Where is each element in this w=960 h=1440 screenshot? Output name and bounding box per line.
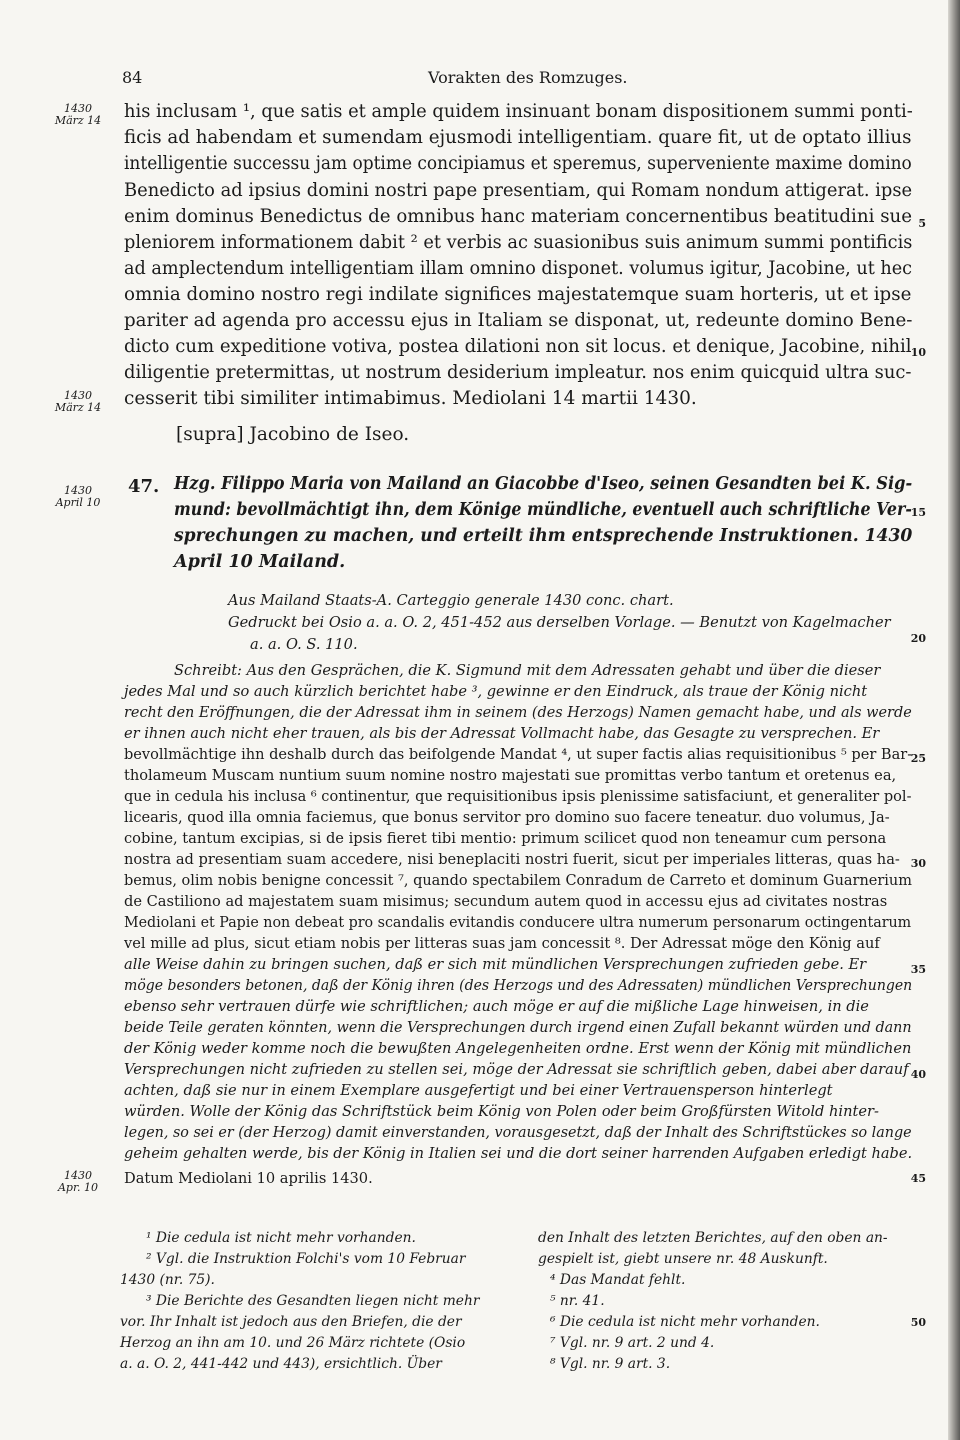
footnote: a. a. O. 2, 441-442 und 443), ersichtlich. Über bbox=[120, 1356, 442, 1372]
text-line: intelligentie successu jam optime concipiamus et speremus, superveniente maxime domino bbox=[124, 153, 912, 174]
body-line: alle Weise dahin zu bringen suchen, daß er sich mit mündlichen Versprechungen zufrieden gebe. Er bbox=[124, 956, 867, 973]
text-line: ficis ad habendam et sumendam ejusmodi intelligentiam. quare fit, ut de optato illius bbox=[124, 127, 912, 148]
text-line: cesserit tibi similiter intimabimus. Mediolani 14 martii 1430. bbox=[124, 388, 697, 409]
body-line: möge besonders betonen, daß der König ihren (des Herzogs und des Adressaten) mündlichen Versprechungen bbox=[124, 977, 913, 994]
line-number: 30 bbox=[910, 857, 926, 870]
running-title: Vorakten des Romzuges. bbox=[428, 68, 628, 87]
text-line: pleniorem informationem dabit ² et verbis ac suasionibus suis animum summi pontificis bbox=[124, 232, 913, 253]
body-line: bemus, olim nobis benigne concessit ⁷, quando spectabilem Conradum de Carreto et dominum Guarnerium bbox=[124, 872, 912, 889]
margin-date bbox=[54, 390, 102, 414]
footnote: ² Vgl. die Instruktion Folchi's vom 10 Februar bbox=[146, 1251, 466, 1267]
document-number: 47. bbox=[128, 476, 160, 497]
text-line: ad amplectendum intelligentiam illam omnino disponet. volumus igitur, Jacobine, ut hec bbox=[124, 258, 913, 279]
margin-month: März 14 bbox=[54, 114, 102, 127]
margin-month: März 14 bbox=[54, 401, 102, 414]
body-line: Mediolani et Papie non debeat pro scandalis evitandis conducere ultra numerum personarum octingentarum bbox=[124, 914, 912, 931]
body-line: er ihnen auch nicht eher trauen, als bis der Adressat Vollmacht habe, das Gesagte zu versprechen. Er bbox=[124, 725, 880, 742]
body-line: geheim gehalten werde, bis der König in Italien sei und die dort seiner harrenden Aufgaben erledigt habe. bbox=[124, 1145, 913, 1162]
doc-title-line: Hzg. Filippo Maria von Mailand an Giacobbe d'Iseo, seinen Gesandten bei K. Sig- bbox=[174, 474, 913, 494]
line-number: 50 bbox=[910, 1316, 926, 1329]
line-number: 40 bbox=[910, 1068, 926, 1081]
body-line: recht den Eröffnungen, die der Adressat ihm in seinem (des Herzogs) Namen gemacht habe, und als werde bbox=[124, 704, 912, 721]
line-number: 45 bbox=[910, 1172, 926, 1185]
doc-title-line: sprechungen zu machen, und erteilt ihm entsprechende Instruktionen. 1430 bbox=[174, 526, 913, 546]
margin-year: 1430 bbox=[64, 484, 92, 497]
body-line: de Castiliono ad majestatem suam misimus; secundum autem quod in accessu ejus ad civitates nostras bbox=[124, 893, 888, 910]
footnote: ⁵ nr. 41. bbox=[550, 1293, 605, 1309]
text-line: diligentie pretermittas, ut nostrum desiderium impleatur. nos enim quicquid ultra suc- bbox=[124, 362, 912, 383]
footnote: ¹ Die cedula ist nicht mehr vorhanden. bbox=[146, 1230, 416, 1246]
source-line: a. a. O. S. 110. bbox=[250, 636, 358, 653]
body-line: vel mille ad plus, sicut etiam nobis per litteras suas jam concessit ⁸. Der Adressat möge den König auf bbox=[124, 935, 880, 952]
body-line: jedes Mal und so auch kürzlich berichtet habe ³, gewinne er den Eindruck, als traue der König nicht bbox=[124, 683, 868, 700]
margin-year: 1430 bbox=[64, 389, 92, 402]
footnote: ⁴ Das Mandat fehlt. bbox=[550, 1272, 686, 1288]
body-line: tholameum Muscam nuntium suum nomine nostro majestati sue promittas verbo tantum et oretenus ea, bbox=[124, 767, 897, 784]
line-number: 35 bbox=[910, 963, 926, 976]
source-line: Aus Mailand Staats-A. Carteggio generale 1430 conc. chart. bbox=[228, 592, 674, 609]
page-edge-shadow bbox=[948, 0, 960, 1440]
body-line: bevollmächtige ihn deshalb durch das beifolgende Mandat ⁴, ut super factis alias requisitionibus ⁵ per Bar- bbox=[124, 746, 913, 763]
body-line: beide Teile geraten könnten, wenn die Versprechungen durch irgend einen Zufall bekannt würden und dann bbox=[124, 1019, 912, 1036]
doc-title-line: mund: bevollmächtigt ihn, dem Könige mündliche, eventuell auch schriftliche Ver- bbox=[174, 500, 912, 520]
margin-year: 1430 bbox=[64, 1169, 92, 1182]
page-number: 84 bbox=[122, 68, 143, 87]
body-line: würden. Wolle der König das Schriftstück beim König von Polen oder beim Großfürsten Witold hinter- bbox=[124, 1103, 879, 1120]
footnote: Herzog an ihn am 10. und 26 März richtete (Osio bbox=[120, 1335, 466, 1351]
text-line: Benedicto ad ipsius domini nostri pape presentiam, qui Romam nondum attigerat. ipse bbox=[124, 180, 913, 201]
text-line: dicto cum expeditione votiva, postea dilationi non sit locus. et denique, Jacobine, nihil bbox=[124, 336, 912, 357]
footnote: den Inhalt des letzten Berichtes, auf den oben an- bbox=[538, 1230, 888, 1246]
footnote: ⁶ Die cedula ist nicht mehr vorhanden. bbox=[550, 1314, 820, 1330]
margin-month: Apr. 10 bbox=[57, 1181, 99, 1194]
body-line: achten, daß sie nur in einem Exemplare ausgefertigt und bei einer Vertrauensperson hinterlegt bbox=[124, 1082, 833, 1099]
margin-date bbox=[54, 103, 102, 127]
line-number: 20 bbox=[910, 632, 926, 645]
line-number: 5 bbox=[918, 217, 926, 230]
body-line: Versprechungen nicht zufrieden zu stellen sei, möge der Adressat sie schriftlich geben, dabei aber darauf bbox=[124, 1061, 909, 1078]
footnotes-right bbox=[538, 1228, 918, 1375]
body-line: licearis, quod illa omnia faciemus, que bonus servitor pro domino suo facere teneatur. duo volumus, Ja- bbox=[124, 809, 890, 826]
margin-year: 1430 bbox=[64, 102, 92, 115]
margin-date bbox=[54, 485, 102, 509]
body-line: legen, so sei er (der Herzog) damit einverstanden, vorausgesetzt, daß der Inhalt des Schriftstückes so lange bbox=[124, 1124, 912, 1141]
body-line: ebenso sehr vertrauen dürfe wie schriftlichen; auch möge er auf die mißliche Lage hinweisen, in die bbox=[124, 998, 869, 1015]
line-number: 10 bbox=[910, 346, 926, 359]
text-line: his inclusam ¹, que satis et ample quidem insinuant bonam dispositionem summi ponti- bbox=[124, 101, 913, 122]
text-line: pariter ad agenda pro accessu ejus in Italiam se disponat, ut, redeunte domino Bene- bbox=[124, 310, 913, 331]
body-line: cobine, tantum excipias, si de ipsis fieret tibi mentio: primum scilicet quod non teneamur cum persona bbox=[124, 830, 887, 847]
text-line: enim dominus Benedictus de omnibus hanc materiam concernentibus beatitudini sue bbox=[124, 206, 913, 227]
doc-title-line: April 10 Mailand. bbox=[174, 552, 346, 572]
dating-line: Datum Mediolani 10 aprilis 1430. bbox=[124, 1170, 373, 1187]
footnote: gespielt ist, giebt unsere nr. 48 Auskunft. bbox=[538, 1251, 828, 1267]
body-line: der König weder komme noch die bewußten Angelegenheiten ordne. Erst wenn der König mit mündlichen bbox=[124, 1040, 912, 1057]
body-line: nostra ad presentiam suam accedere, nisi beneplaciti nostri fuerit, sicut per imperiales litteras, quas ha- bbox=[124, 851, 900, 868]
address-line: [supra] Jacobino de Iseo. bbox=[176, 424, 410, 445]
source-line: Gedruckt bei Osio a. a. O. 2, 451-452 aus derselben Vorlage. — Benutzt von Kagelmacher bbox=[228, 614, 891, 631]
footnote: ³ Die Berichte des Gesandten liegen nicht mehr bbox=[146, 1293, 480, 1309]
footnote: ⁸ Vgl. nr. 9 art. 3. bbox=[550, 1356, 671, 1372]
body-line: que in cedula his inclusa ⁶ continentur, que requisitionibus ipsis plenissime satisfaciunt, et generaliter pol- bbox=[124, 788, 912, 805]
body-line: Schreibt: Aus den Gesprächen, die K. Sigmund mit dem Adressaten gehabt und über die dieser bbox=[174, 662, 881, 679]
footnote: ⁷ Vgl. nr. 9 art. 2 und 4. bbox=[550, 1335, 715, 1351]
margin-date bbox=[54, 1170, 102, 1194]
margin-month: April 10 bbox=[55, 496, 101, 509]
line-number: 25 bbox=[910, 752, 926, 765]
footnote: 1430 (nr. 75). bbox=[120, 1272, 215, 1288]
footnote: vor. Ihr Inhalt ist jedoch aus den Briefen, die der bbox=[120, 1314, 462, 1330]
line-number: 15 bbox=[910, 506, 926, 519]
footnotes-left bbox=[120, 1228, 520, 1375]
text-line: omnia domino nostro regi indilate significes majestatemque suam horteris, ut et ipse bbox=[124, 284, 912, 305]
